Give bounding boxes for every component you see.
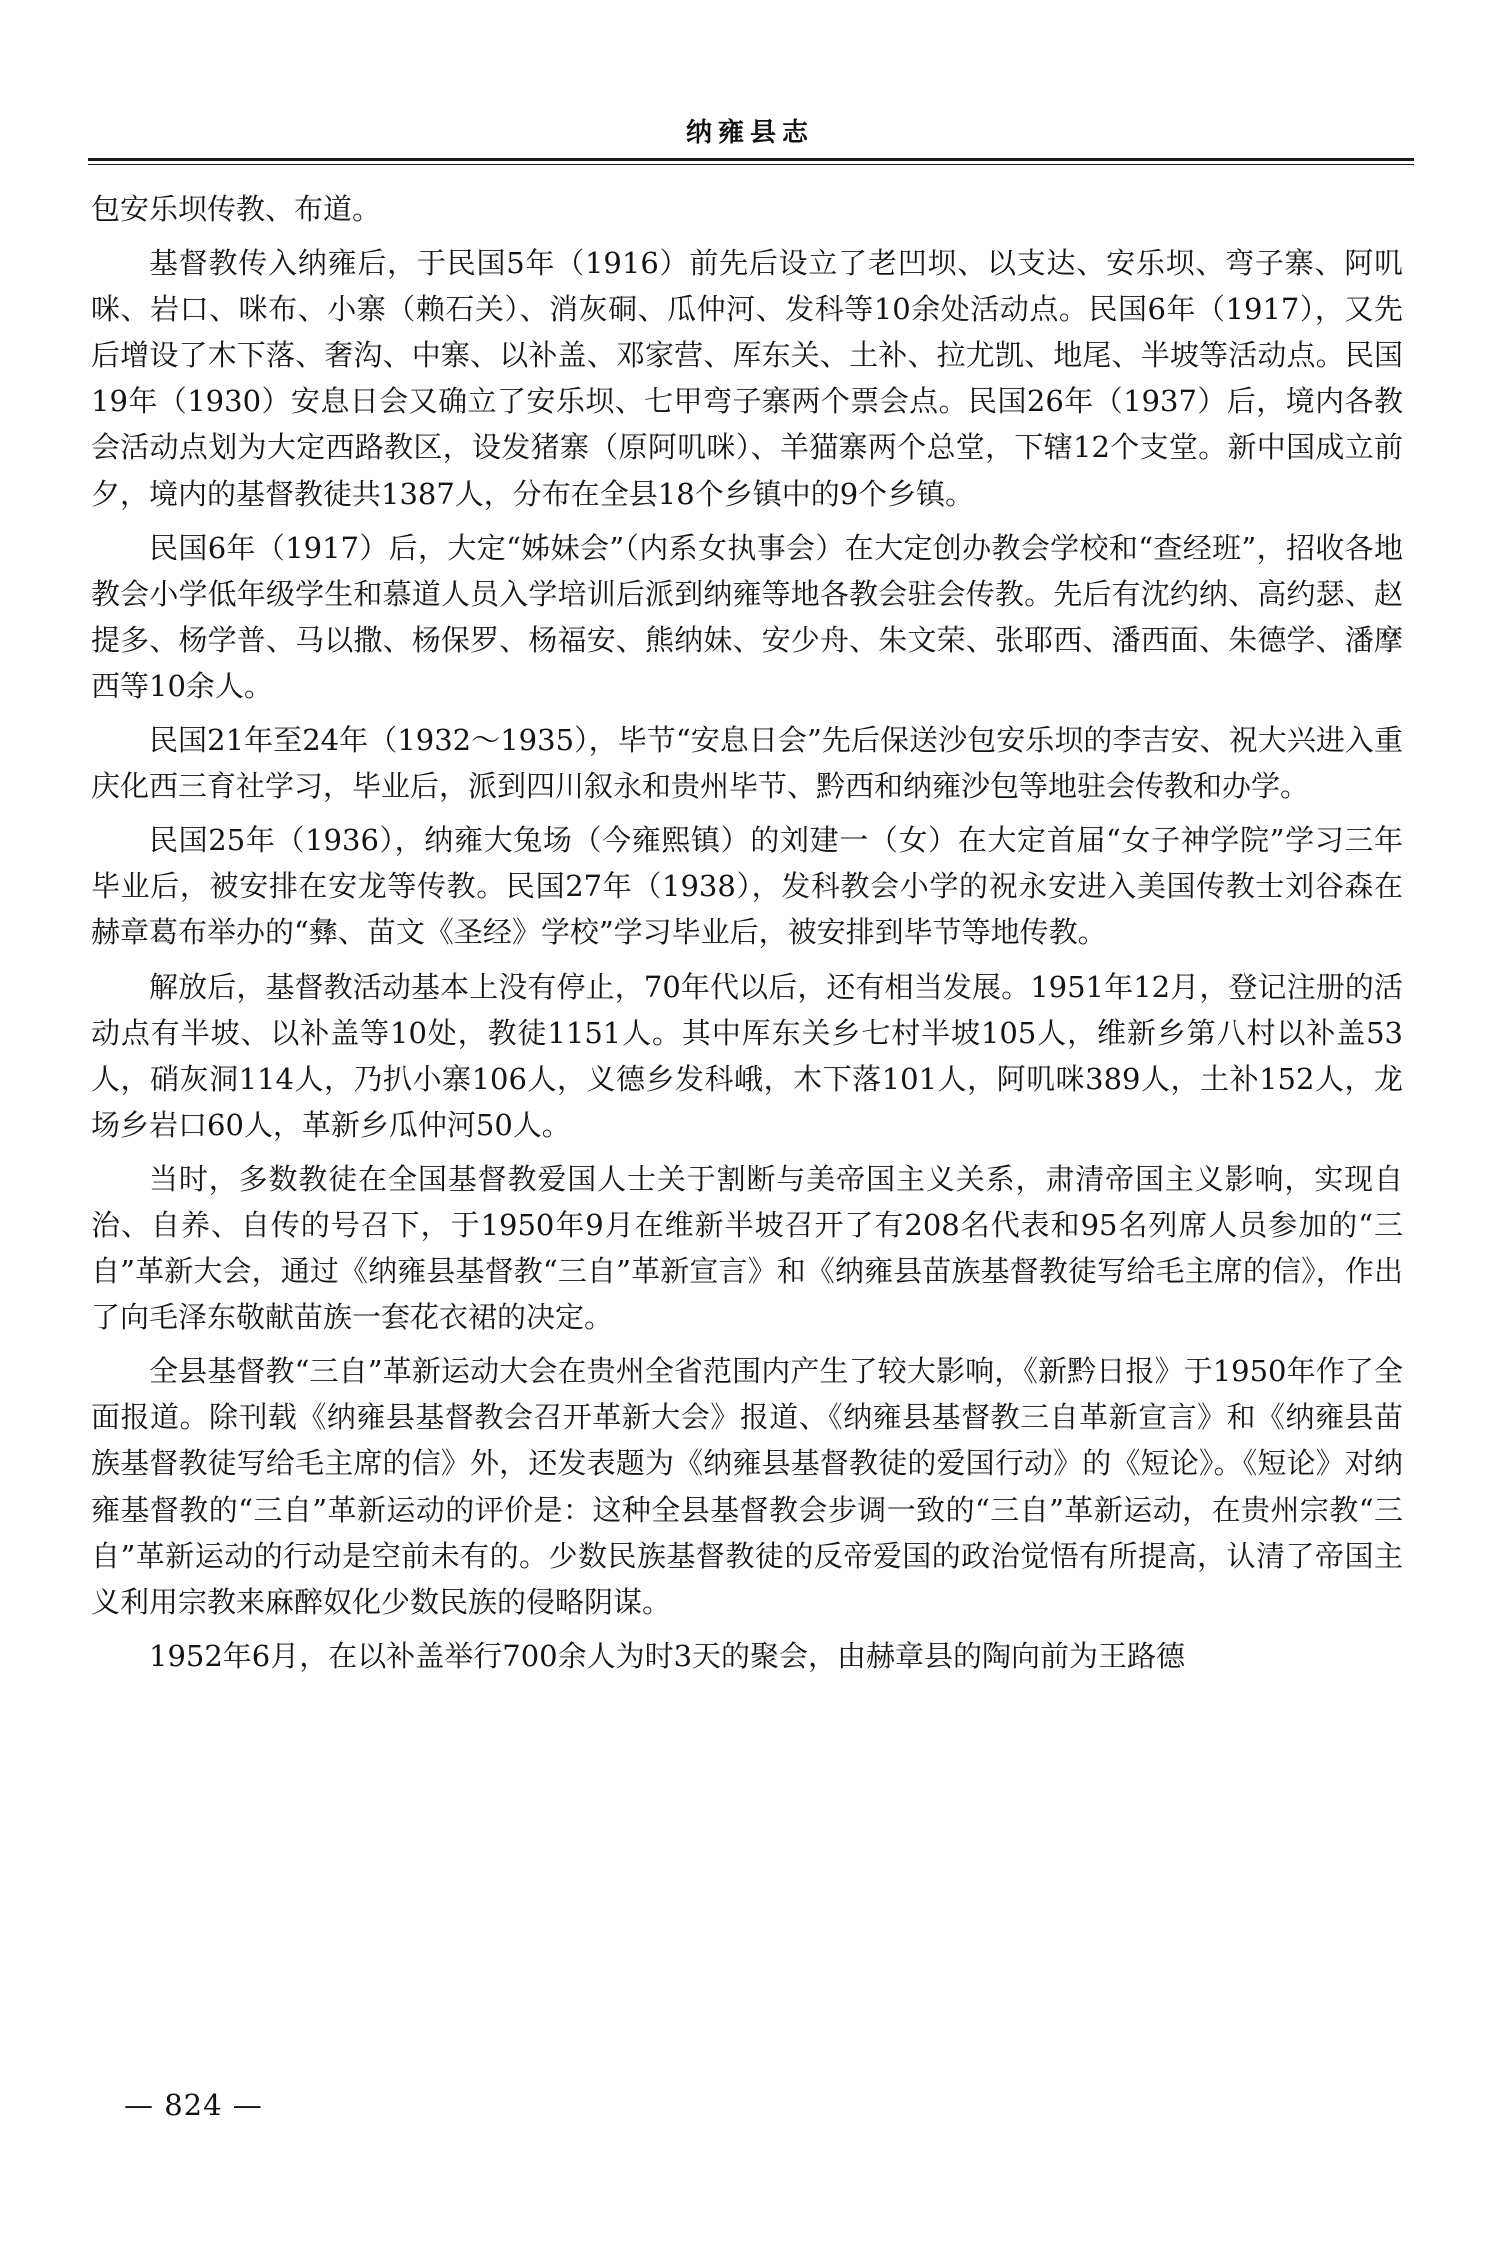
paragraph-continued: 包安乐坝传教、布道。: [91, 192, 382, 226]
paragraph: 当时，多数教徒在全国基督教爱国人士关于割断与美帝国主义关系，肃清帝国主义影响，实现自治、自养、自传的号召下，于1950年9月在维新半坡召开了有208名代表和95名列席人员参加的“三自”革新大会，通过《纳雍县基督教“三自”革新宣言》和《纳雍县苗族基督教徒写给毛主席的信》，作出了向毛泽东敬献苗族一套花衣裙的决定。: [91, 1161, 1403, 1335]
running-header-title: 纳雍县志: [685, 118, 814, 148]
paragraph: 1952年6月，在以补盖举行700余人为时3天的聚会，由赫章县的陶向前为王路德: [149, 1638, 1186, 1673]
page-number: — 824 —: [124, 2088, 263, 2122]
header-rule-thin: [88, 164, 1414, 165]
body-text: [91, 186, 1403, 1687]
paragraph: 民国25年（1936），纳雍大兔场（今雍熙镇）的刘建一（女）在大定首届“女子神学院”学习三年毕业后，被安排在安龙等传教。民国27年（1938），发科教会小学的祝永安进入美国传教士刘谷森在赫章葛布举办的“彝、苗文《圣经》学校”学习毕业后，被安排到毕节等地传教。: [91, 823, 1403, 950]
paragraph: 民国21年至24年（1932～1935），毕节“安息日会”先后保送沙包安乐坝的李吉安、祝大兴进入重庆化西三育社学习，毕业后，派到四川叙永和贵州毕节、黔西和纳雍沙包等地驻会传教和办学。: [91, 723, 1403, 804]
header-rule: [88, 158, 1414, 161]
paragraph: 民国6年（1917）后，大定“姊妹会”（内系女执事会）在大定创办教会学校和“查经班”，招收各地教会小学低年级学生和慕道人员入学培训后派到纳雍等地各教会驻会传教。先后有沈约纳、高约瑟、赵提多、杨学普、马以撒、杨保罗、杨福安、熊纳妹、安少舟、朱文荣、张耶西、潘西面、朱德学、潘摩西等10余人。: [91, 530, 1403, 703]
paragraph: 解放后，基督教活动基本上没有停止，70年代以后，还有相当发展。1951年12月，登记注册的活动点有半坡、以补盖等10处，教徒1151人。其中厍东关乡七村半坡105人，维新乡第八村以补盖53人，硝灰洞114人，乃扒小寨106人，义德乡发科峨，木下落101人，阿叽咪389人，土补152人，龙场乡岩口60人，革新乡瓜仲河50人。: [91, 969, 1403, 1142]
paragraph: 基督教传入纳雍后，于民国5年（1916）前先后设立了老凹坝、以支达、安乐坝、弯子寨、阿叽咪、岩口、咪布、小寨（赖石关）、消灰硐、瓜仲河、发科等10余处活动点。民国6年（1917），又先后增设了木下落、奢沟、中寨、以补盖、邓家营、厍东关、土补、拉尤凯、地尾、半坡等活动点。民国19年（1930）安息日会又确立了安乐坝、七甲弯子寨两个票会点。民国26年（1937）后，境内各教会活动点划为大定西路教区，设发猪寨（原阿叽咪）、羊猫寨两个总堂，下辖12个支堂。新中国成立前夕，境内的基督教徒共1387人，分布在全县18个乡镇中的9个乡镇。: [91, 246, 1403, 511]
paragraph: 全县基督教“三自”革新运动大会在贵州全省范围内产生了较大影响，《新黔日报》于1950年作了全面报道。除刊载《纳雍县基督教会召开革新大会》报道、《纳雍县基督教三自革新宣言》和《纳雍县苗族基督教徒写给毛主席的信》外，还发表题为《纳雍县基督教徒的爱国行动》的《短论》。《短论》对纳雍基督教的“三自”革新运动的评价是：这种全县基督教会步调一致的“三自”革新运动，在贵州宗教“三自”革新运动的行动是空前未有的。少数民族基督教徒的反帝爱国的政治觉悟有所提高，认清了帝国主义利用宗教来麻醉奴化少数民族的侵略阴谋。: [91, 1354, 1403, 1619]
